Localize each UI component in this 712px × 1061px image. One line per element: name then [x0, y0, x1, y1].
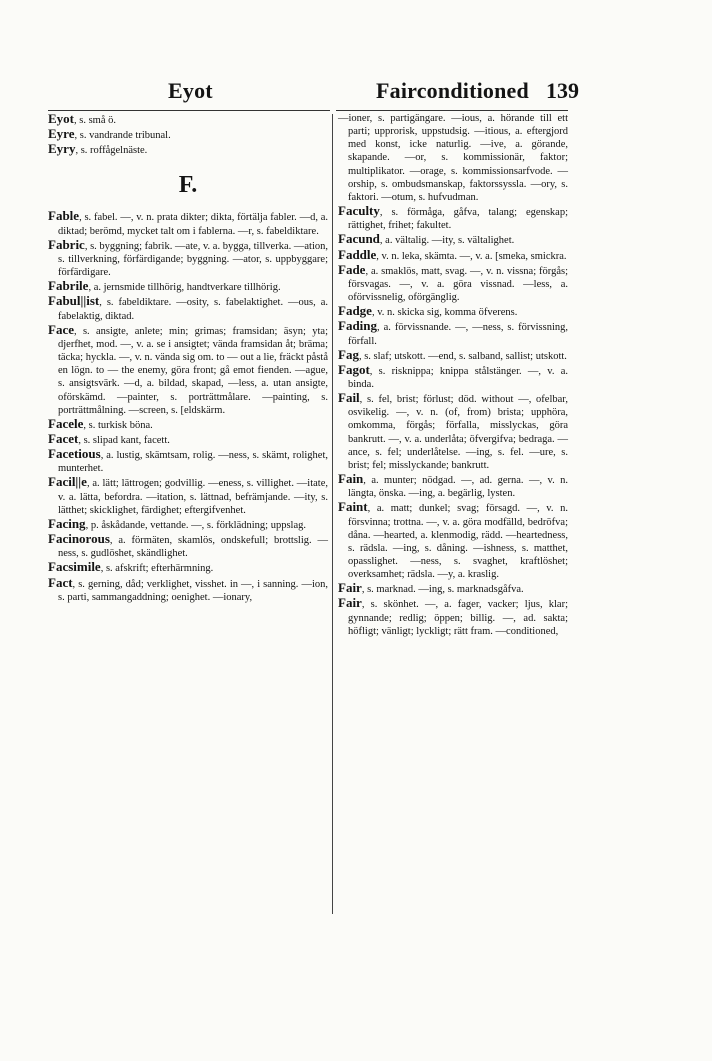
- dictionary-entry: Fair, s. marknad. —ing, s. marknadsgåfva.: [338, 580, 524, 596]
- headword: Faint: [338, 499, 368, 515]
- headword: Fair: [338, 580, 362, 596]
- dictionary-entry: Fabric, s. byggning; fabrik. —ate, v. a. bygga, tillverka. —ation, s. tillverkning, förfärdigande; byggning. —ator, s. uppbyggare; förfärdigare.: [48, 236, 328, 279]
- headword: Facetious: [48, 446, 101, 462]
- dictionary-entry: Facsimile, s. afskrift; efterhärmning.: [48, 559, 214, 575]
- headword: Facil||e: [48, 474, 87, 490]
- dictionary-entry: Fade, a. smaklös, matt, svag. —, v. n. vissna; förgås; försvagas. —, v. a. göra vissnad. —less, a. oförvissnelig, oförgänglig.: [338, 261, 568, 304]
- headword: Facinorous: [48, 531, 110, 547]
- dictionary-entry: —ioner, s. partigängare. —ious, a. hörande till ett parti; upprorisk, uppstudsig. —itious, a. eftergjord med konst, icke naturlig. —ive, a. görande, skapande. —or, s. kommissionär, faktor; multiplikator. —orage, s. kommissionsarfvode. —orship, s. ombudsmanskap, faktorssyssla. —ory, s. faktori. —otum, s. hufvudman.: [338, 113, 568, 203]
- section-letter: F.: [178, 172, 198, 199]
- dictionary-entry: Faculty, s. förmåga, gåfva, talang; egenskap; rättighet, frihet; fakultet.: [338, 203, 568, 232]
- dictionary-entry: Faddle, v. n. leka, skämta. —, v. a. [smeka, smickra.: [338, 246, 567, 262]
- dictionary-entry: Face, s. ansigte, anlete; min; grimas; framsidan; äsyn; yta; djerfhet, mod. —, v. a. se i ansigtet; vända framsidan åt; bräma; täcka; hyckla. —, v. n. vända sig om. to — out a lie, fräckt påstå en lögn. to — the enemy, göra front; gå emot fienden. —ague, s. ansigtsvärk. —d, a. bildad, skapad, —less, a. utan ansigte, oförskämd. —painter, s. porträttmålare. —painting, s. porträttmålning. —screen, s. [eldskärm.: [48, 321, 328, 416]
- page-number: 139: [546, 78, 579, 103]
- dictionary-entry: Eyre, s. vandrande tribunal.: [48, 126, 171, 142]
- dictionary-entry: Fain, a. munter; nödgad. —, ad. gerna. —, v. n. längta, önska. —ing, a. begärlig, lysten.: [338, 471, 568, 500]
- header-rule-left: [48, 110, 330, 111]
- headword: Fading: [338, 318, 378, 334]
- headword: Fair: [338, 595, 362, 611]
- headword: Fain: [338, 471, 364, 487]
- headword: Facele: [48, 415, 84, 431]
- right-column: [338, 112, 568, 638]
- dictionary-entry: Fading, a. förvissnande. —, —ness, s. förvissning, förfall.: [338, 318, 568, 347]
- headword: Face: [48, 321, 74, 337]
- dictionary-entry: Faint, a. matt; dunkel; svag; försagd. —, v. n. försvinna; trottna. —, v. a. göra modfälld, bedröfva; dåna. —hearted, a. klenmodig, rädd. —heartedness, s. rädsla. —ing, s. dåning. —ishness, s. matthet, opasslighet. —ness, s. svaghet, kraftlöshet; overksamhet; rädsla. —y, a. kraslig.: [338, 499, 568, 581]
- dictionary-entry: Facetious, a. lustig, skämtsam, rolig. —ness, s. skämt, rolighet, munterhet.: [48, 446, 328, 475]
- header-left-title: Eyot: [168, 78, 213, 103]
- dictionary-entry: Facing, p. åskådande, vettande. —, s. förklädning; uppslag.: [48, 515, 307, 531]
- dictionary-entry: Eyot, s. små ö.: [48, 111, 116, 126]
- header-right-title: Fairconditioned: [376, 78, 529, 103]
- dictionary-entry: Fair, s. skönhet. —, a. fager, vacker; ljus, klar; gynnande; redlig; öppen; billig. —, ad. sakta; höfligt; vänligt; lyckligt; rätt fram. —conditioned,: [338, 595, 568, 637]
- headword: Eyry: [48, 141, 76, 157]
- headword: Fable: [48, 208, 80, 224]
- headword: Facing: [48, 515, 86, 531]
- column-divider: [332, 114, 333, 914]
- headword: Fabul||ist: [48, 293, 100, 309]
- headword: Faddle: [338, 246, 377, 262]
- left-column: [48, 112, 328, 604]
- headword: Fagot: [338, 361, 370, 377]
- headword: Facund: [338, 231, 380, 247]
- dictionary-entry: Fabul||ist, s. fabeldiktare. —osity, s. fabelaktighet. —ous, a. fabelaktig, diktad.: [48, 293, 328, 322]
- dictionary-entry: Fable, s. fabel. —, v. n. prata dikter; dikta, förtälja fabler. —d, a. diktad; berömd, mycket talt om i fablerna. —r, s. fabeldiktare.: [48, 208, 328, 237]
- dictionary-entry: Fail, s. fel, brist; förlust; död. without —, ofelbar, osvikelig. —, v. n. (of, from) brista; upphöra, omkomma, förgås; förfalla, misslyckas, göra bankrutt. —, v. a. underlåta; öfvergifva; bedraga. —ance, s. fel; underlåtelse. —ing, s. fel. —ure, s. brist; fel; misslyckande; bankrutt.: [338, 390, 568, 471]
- dictionary-entry: Fabrile, a. jernsmide tillhörig, handtverkare tillhörig.: [48, 278, 281, 294]
- dictionary-entry: Facele, s. turkisk böna.: [48, 415, 153, 431]
- dictionary-entry: Facet, s. slipad kant, facett.: [48, 430, 170, 446]
- header-rule-right: [336, 110, 568, 111]
- dictionary-entry: Fadge, v. n. skicka sig, komma öfverens.: [338, 303, 518, 319]
- headword: Fabric: [48, 236, 85, 252]
- headword: Fade: [338, 261, 366, 277]
- headword: Fabrile: [48, 278, 89, 294]
- headword: Faculty: [338, 203, 380, 219]
- headword: Facsimile: [48, 559, 101, 575]
- dictionary-entry: Facil||e, a. lätt; lättrogen; godvillig. —eness, s. villighet. —itate, v. a. lätta, befordra. —itation, s. lättnad, befrämjande. —ity, s. lätthet; skicklighet, färdighet; eftergifvenhet.: [48, 474, 328, 516]
- dictionary-entry: Fact, s. gerning, dåd; verklighet, visshet. in —, i sanning. —ion, s. parti, sammangaddning; oenighet. —ionary,: [48, 574, 328, 603]
- dictionary-entry: Fag, s. slaf; utskott. —end, s. salband, sallist; utskott.: [338, 346, 567, 362]
- headword: Fag: [338, 346, 359, 362]
- headword: Fail: [338, 390, 360, 406]
- dictionary-entry: Fagot, s. risknippa; knippa stålstänger. —, v. a. binda.: [338, 361, 568, 390]
- headword: Eyre: [48, 126, 75, 142]
- dictionary-entry: Facinorous, a. förmäten, skamlös, ondskefull; brottslig. —ness, s. gudlöshet, skändlighet.: [48, 531, 328, 560]
- headword: Eyot: [48, 111, 74, 126]
- dictionary-entry: Eyry, s. roffågelnäste.: [48, 141, 148, 157]
- headword: Fact: [48, 574, 73, 590]
- headword: Fadge: [338, 303, 372, 319]
- headword: Facet: [48, 430, 79, 446]
- dictionary-entry: Facund, a. vältalig. —ity, s. vältalighet.: [338, 231, 515, 247]
